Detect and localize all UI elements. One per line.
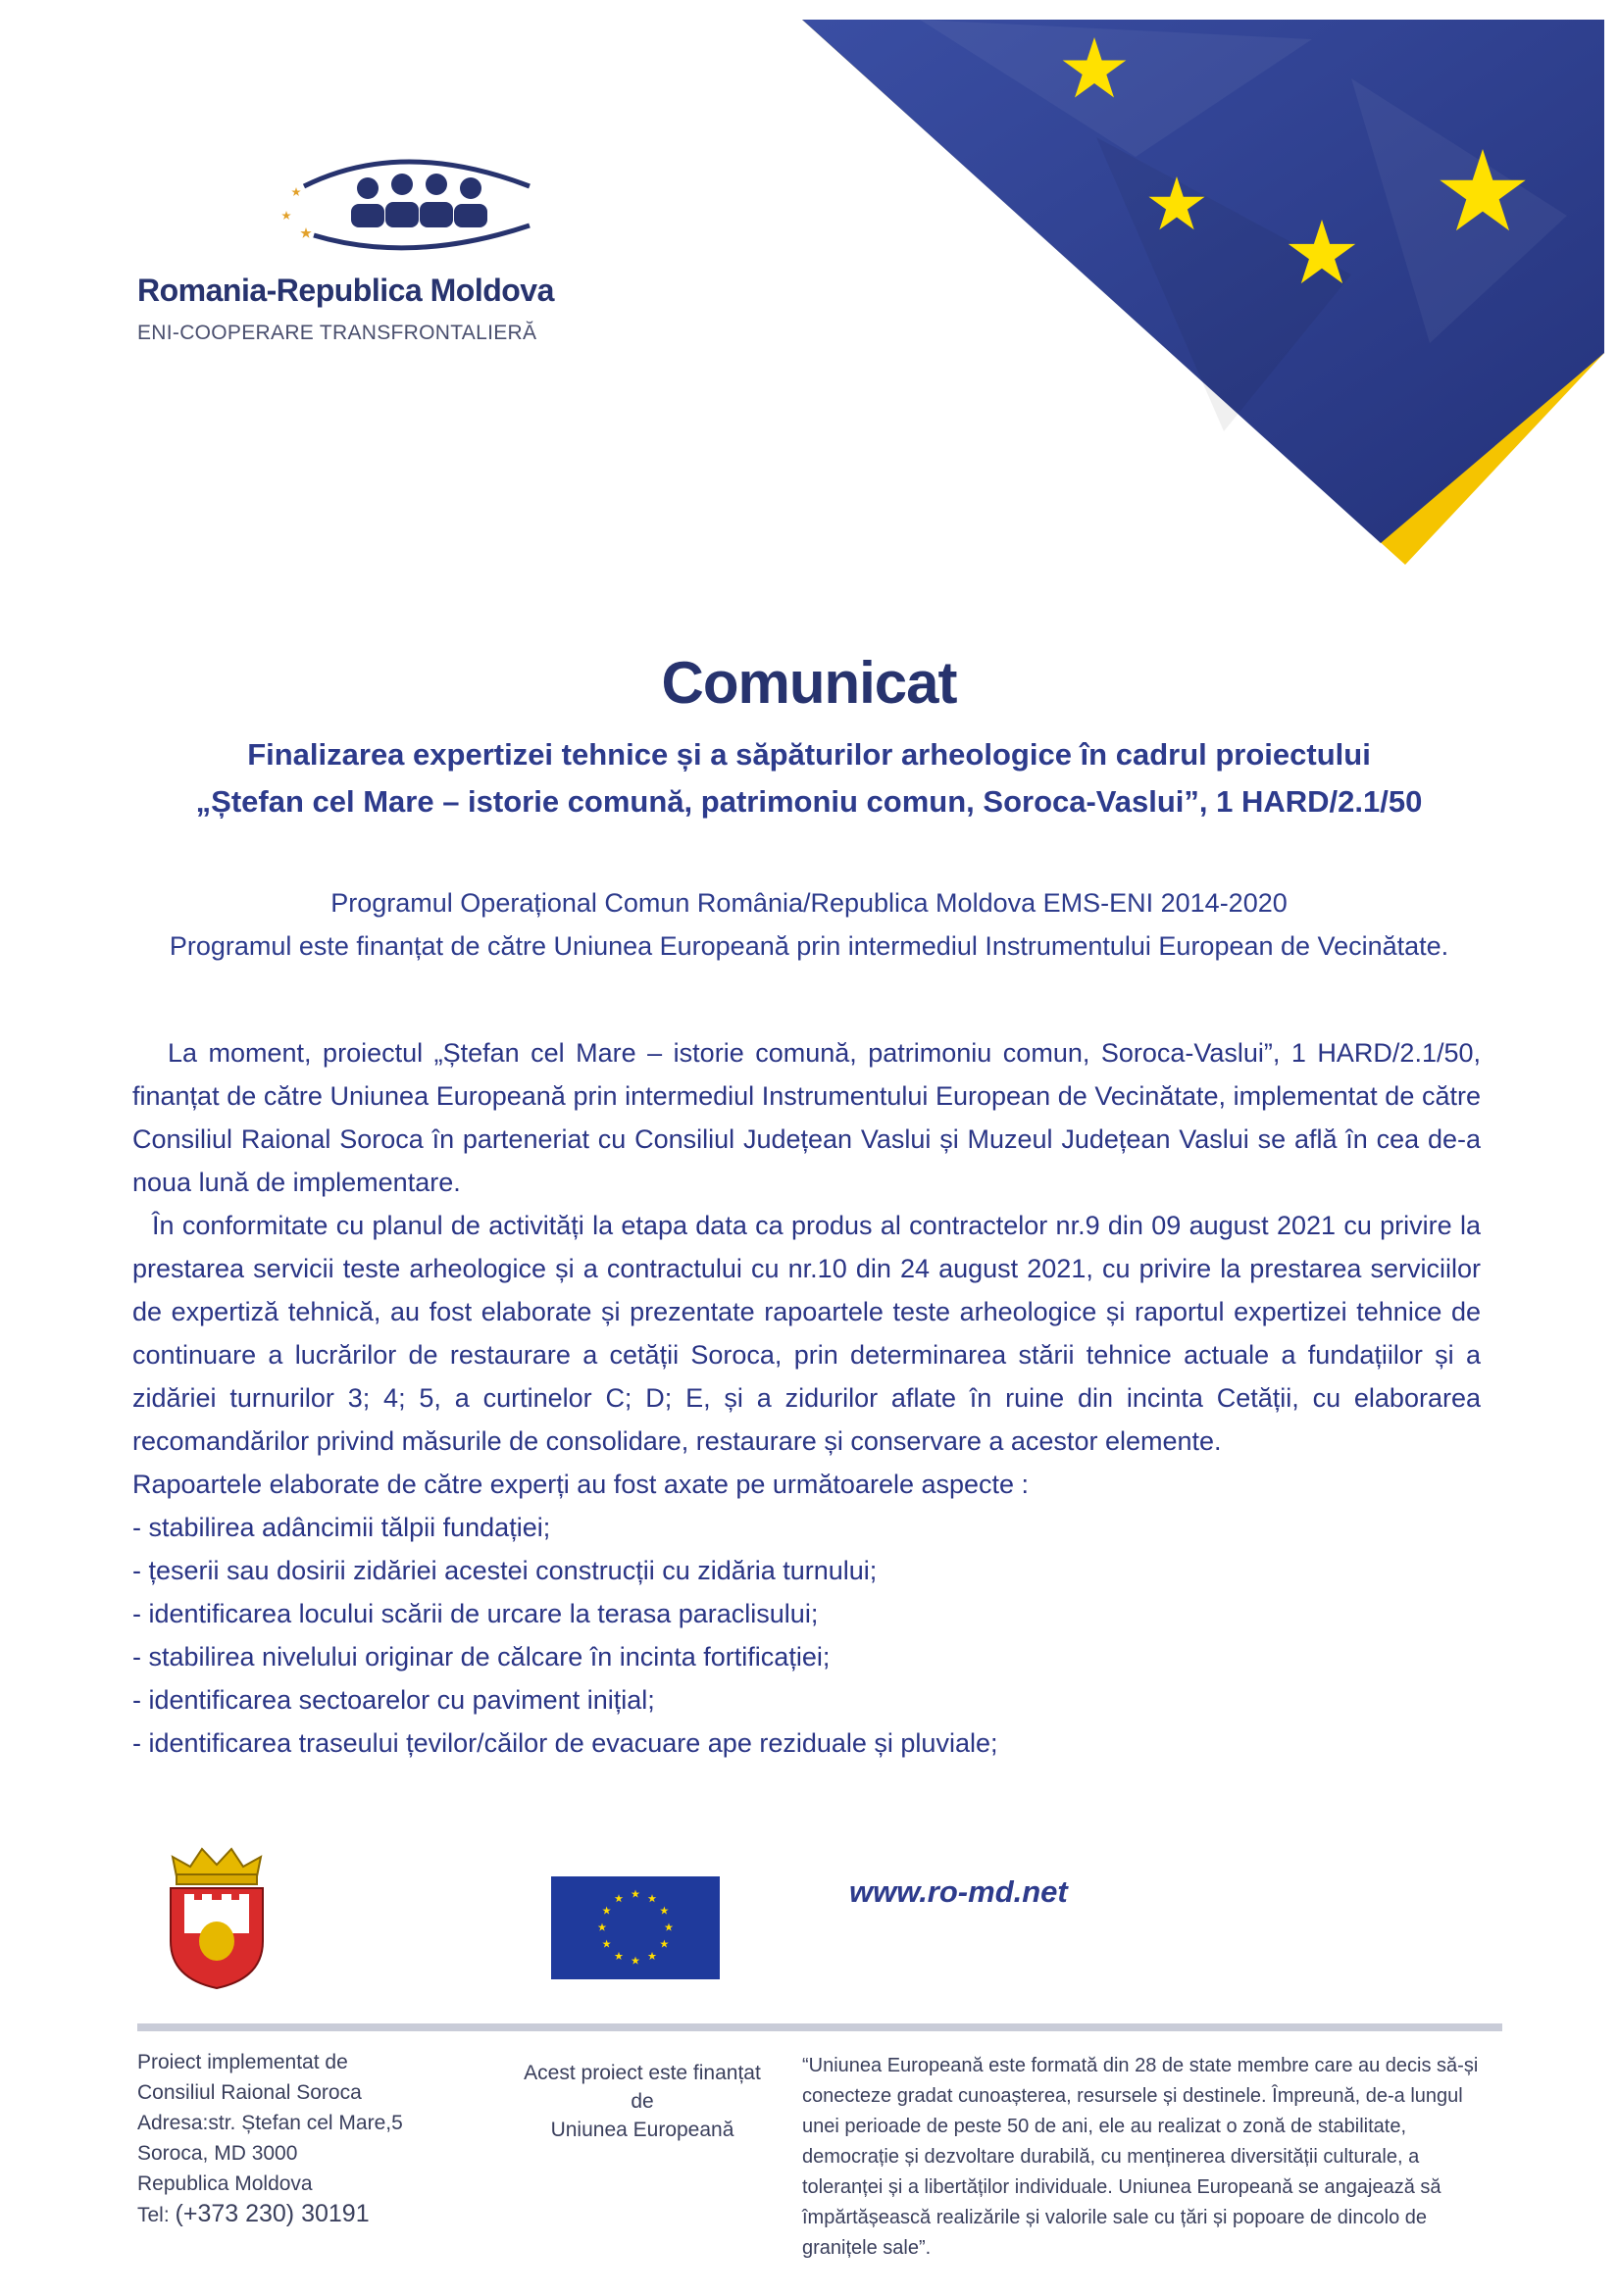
contact-line: Adresa:str. Ștefan cel Mare,5	[137, 2112, 403, 2134]
footer-divider	[137, 2023, 1502, 2031]
list-item: - identificarea traseului țevilor/căilor de evacuare ape reziduale și pluviale;	[132, 1728, 998, 1758]
subtitle-line-1: Finalizarea expertizei tehnice și a săpăturilor arheologice în cadrul proiectului	[247, 737, 1371, 772]
footer-contact	[137, 2047, 403, 2230]
list-item: - stabilirea adâncimii tălpii fundației;	[132, 1513, 551, 1542]
program-logo	[127, 147, 559, 363]
people-icon	[235, 147, 569, 265]
contact-line: Republica Moldova	[137, 2172, 313, 2195]
website-link[interactable]: www.ro-md.net	[849, 1874, 1068, 1909]
logo-title: Romania-Republica Moldova	[137, 273, 554, 308]
paragraph-3: Rapoartele elaborate de către experți au fost axate pe următoarele aspecte :	[132, 1470, 1030, 1499]
crown-icon	[173, 1849, 261, 1884]
eu-banner	[802, 20, 1604, 565]
list-item: - identificarea sectoarelor cu paviment inițial;	[132, 1685, 655, 1715]
contact-line: Soroca, MD 3000	[137, 2142, 298, 2165]
list-item: - stabilirea nivelului originar de călcare în incinta fortificației;	[132, 1642, 831, 1672]
logo-subtitle: ENI-COOPERARE TRANSFRONTALIERĂ	[137, 322, 537, 344]
footer-quote: “Uniunea Europeană este formată din 28 de state membre care au decis să-și conecteze gradat cunoașterea, resursele și destinele. Împreună, de-a lungul unei perioade de peste 50 de ani, ele au realizat o zonă de stabilitate, democrație și dezvoltare durabilă, cu menținerea diversității culturale, a toleranței și a libertăților individuale. Uniunea Europeană se angajează să împărtășească realizările și valorile sale cu țări și popoare de dincolo de granițele sale”.	[802, 2055, 1479, 2259]
phone-number: (+373 230) 30191	[175, 2200, 370, 2227]
funded-line: de	[631, 2090, 654, 2113]
list-item: - țeserii sau dosirii zidăriei acestei construcții cu zidăria turnului;	[132, 1556, 878, 1585]
contact-line: Proiect implementat de	[137, 2051, 348, 2073]
contact-line: Consiliul Raional Soroca	[137, 2081, 362, 2104]
program-line-1: Programul Operațional Comun România/Republica Moldova EMS-ENI 2014-2020	[330, 888, 1288, 918]
paragraph-2: În conformitate cu planul de activități la etapa data ca produs al contractelor nr.9 din 09 august 2021 cu privire la prestarea servicii teste arheologice și a contractului cu nr.10 din 24 august 2021, cu privire la prestarea serviciilor de expertiză tehnică, au fost elaborate și prezentate rapoartele teste arheologice și raportul expertizei tehnice de continuare a lucrărilor de restaurare a cetății Soroca, prin determinarea stării tehnice actuale a fundațiilor și a zidăriei turnurilor 3; 4; 5, a curtinelor C; D; E, și a zidurilor aflate în ruine din incinta Cetății, cu elaborarea recomandărilor privind măsurile de consolidare, restaurare și conservare a acestor elemente.	[132, 1211, 1481, 1456]
aspects-list	[132, 1506, 1481, 1765]
contact-phone	[137, 2199, 403, 2230]
body-text	[132, 1031, 1481, 1765]
phone-label: Tel:	[137, 2204, 176, 2226]
coat-of-arms-icon	[163, 1843, 271, 1990]
subtitle-line-2: „Ștefan cel Mare – istorie comună, patrimoniu comun, Soroca-Vaslui”, 1 HARD/2.1/50	[195, 784, 1423, 819]
funded-line: Uniunea Europeană	[550, 2119, 734, 2141]
page-title: Comunicat	[661, 650, 957, 716]
paragraph-1: La moment, proiectul „Ștefan cel Mare – istorie comună, patrimoniu comun, Soroca-Vaslui”, 1 HARD/2.1/50, finanțat de către Uniunea Europeană prin intermediul Instrumentului European de Vecinătate, implementat de către Consiliul Raional Soroca în parteneriat cu Consiliul Județean Vaslui și Muzeul Județean Vaslui se află în cea de-a noua lună de implementare.	[132, 1038, 1481, 1197]
eu-flag-icon	[551, 1876, 720, 1979]
list-item: - identificarea locului scării de urcare la terasa paraclisului;	[132, 1599, 819, 1628]
funded-line: Acest proiect este finanțat	[524, 2062, 761, 2084]
program-line-2: Programul este finanțat de către Uniunea Europeană prin intermediul Instrumentului European de Vecinătate.	[169, 931, 1449, 961]
footer-funded	[510, 2059, 775, 2144]
